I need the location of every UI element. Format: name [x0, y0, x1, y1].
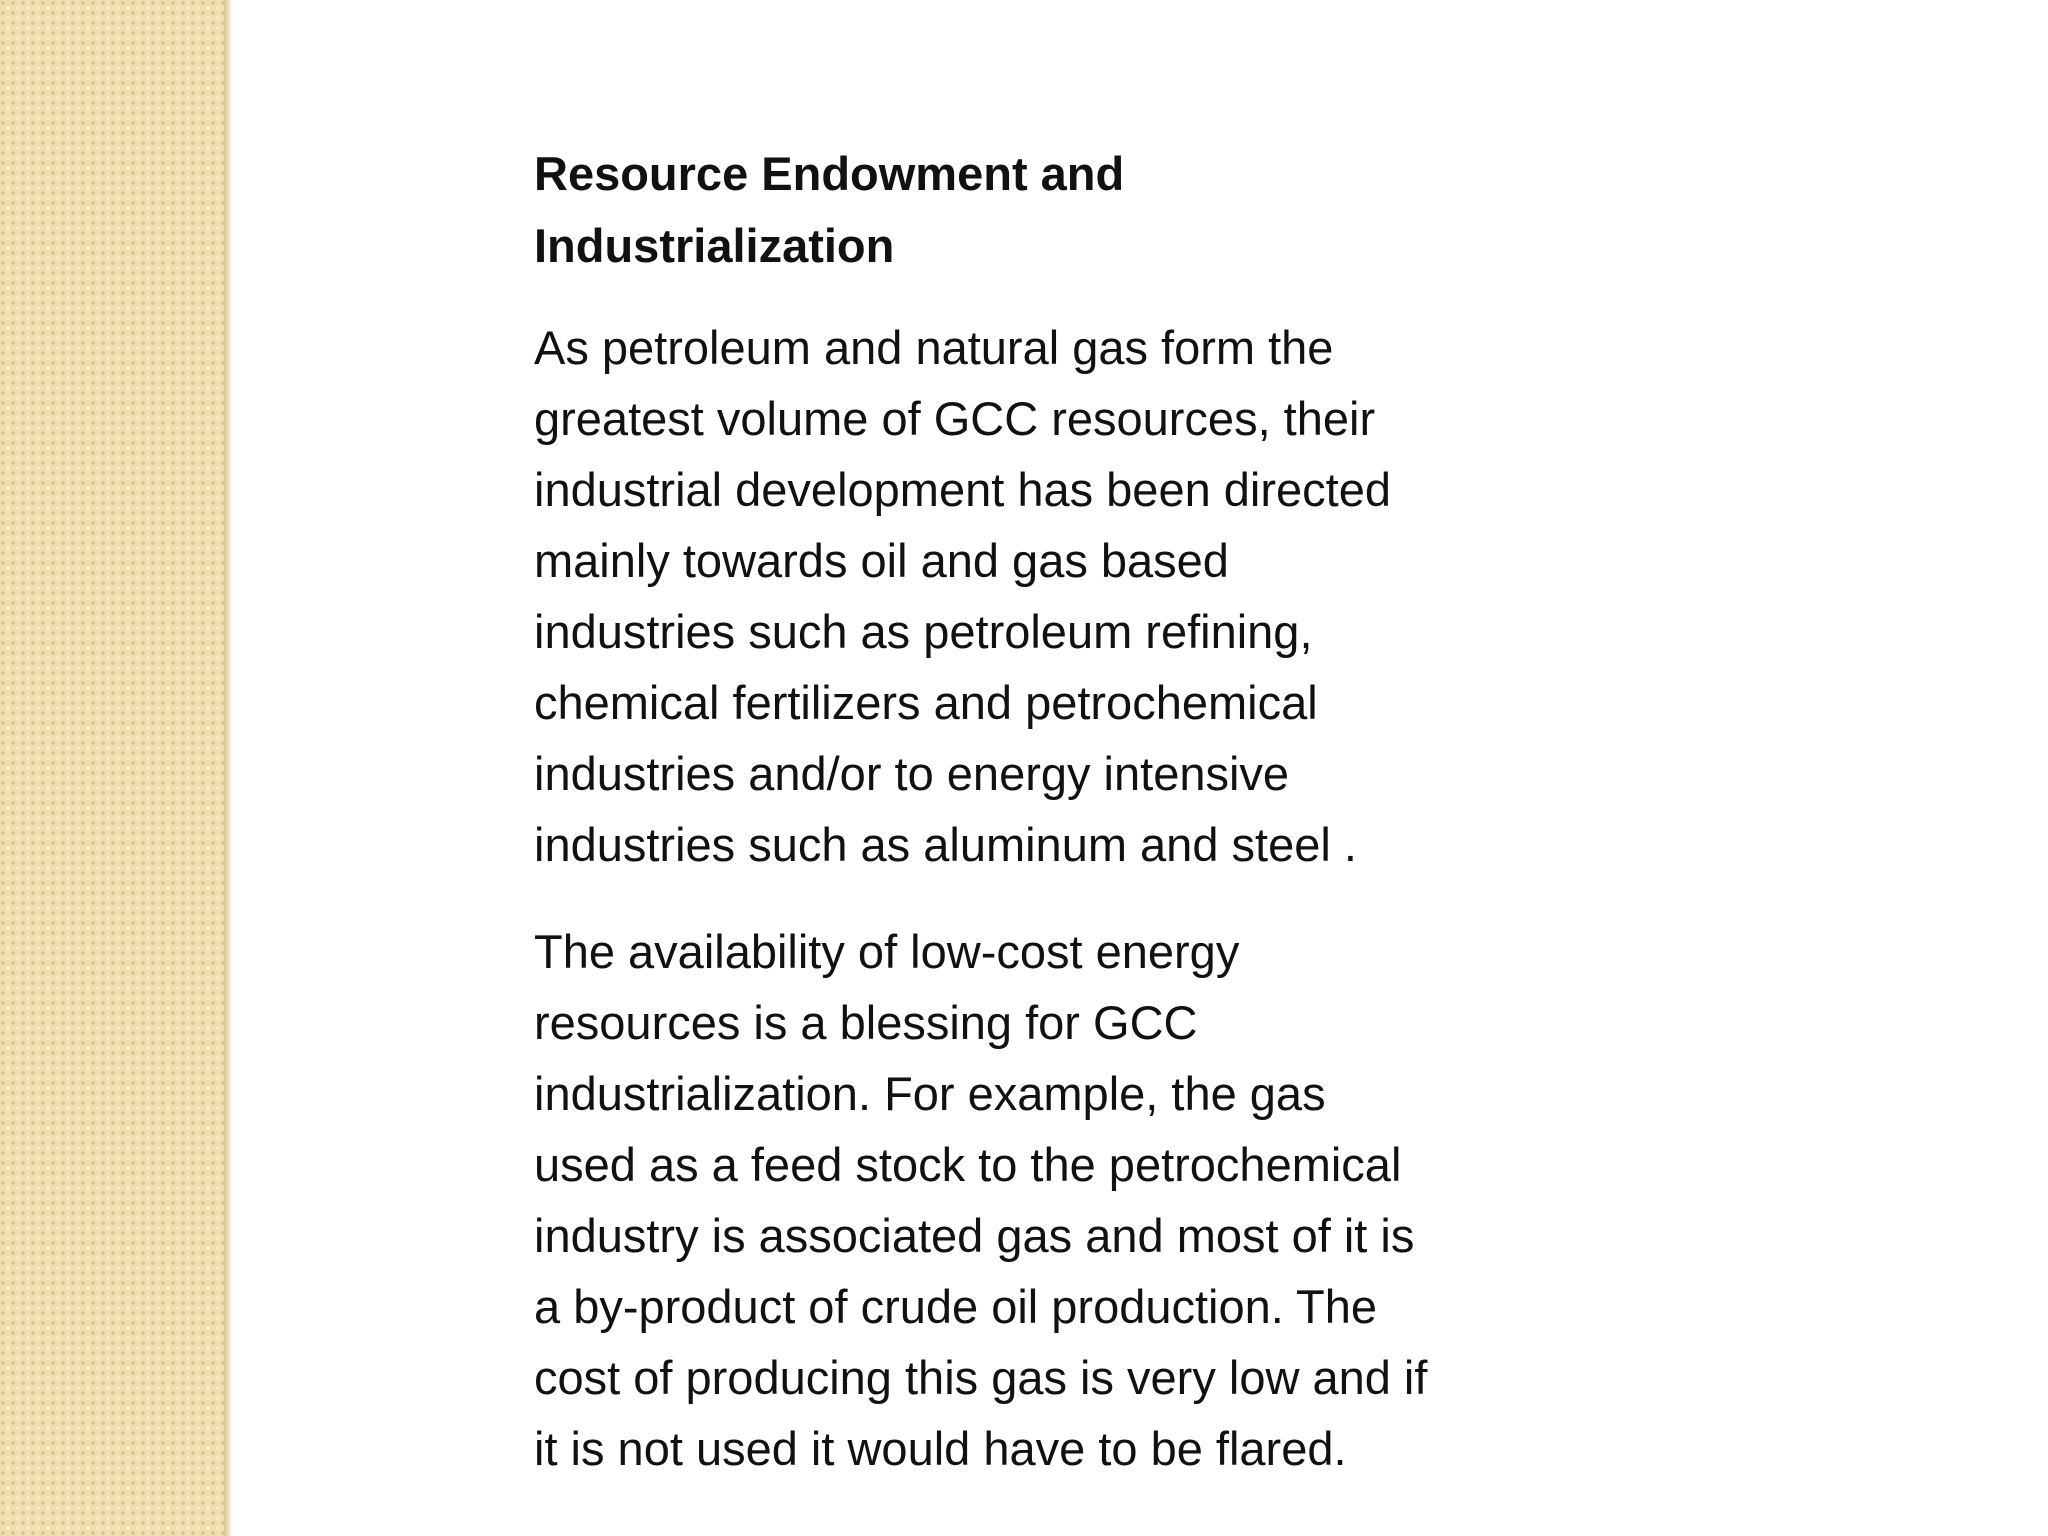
paragraph-low-cost-energy: The availability of low-cost energy resources is a blessing for GCC industrialization. For example, the gas used as a feed stock to the petrochemical industry is associated gas and most of it is a by-product of crude oil production. The cost of producing this gas is very low and if it is not used it would have to be flared. [534, 925, 1428, 1475]
side-band-edge [224, 0, 232, 1536]
slide-title: Resource Endowment and Industrialization [534, 147, 1125, 272]
paragraph-resources: As petroleum and natural gas form the greatest volume of GCC resources, their industrial development has been directed mainly towards oil and gas based industries such as petroleum refining, chemical fertilizers and petrochemical industries and/or to energy intensive industries such as aluminum and steel . [534, 321, 1391, 871]
slide-content [534, 138, 1534, 1520]
decorative-side-band [0, 0, 224, 1536]
